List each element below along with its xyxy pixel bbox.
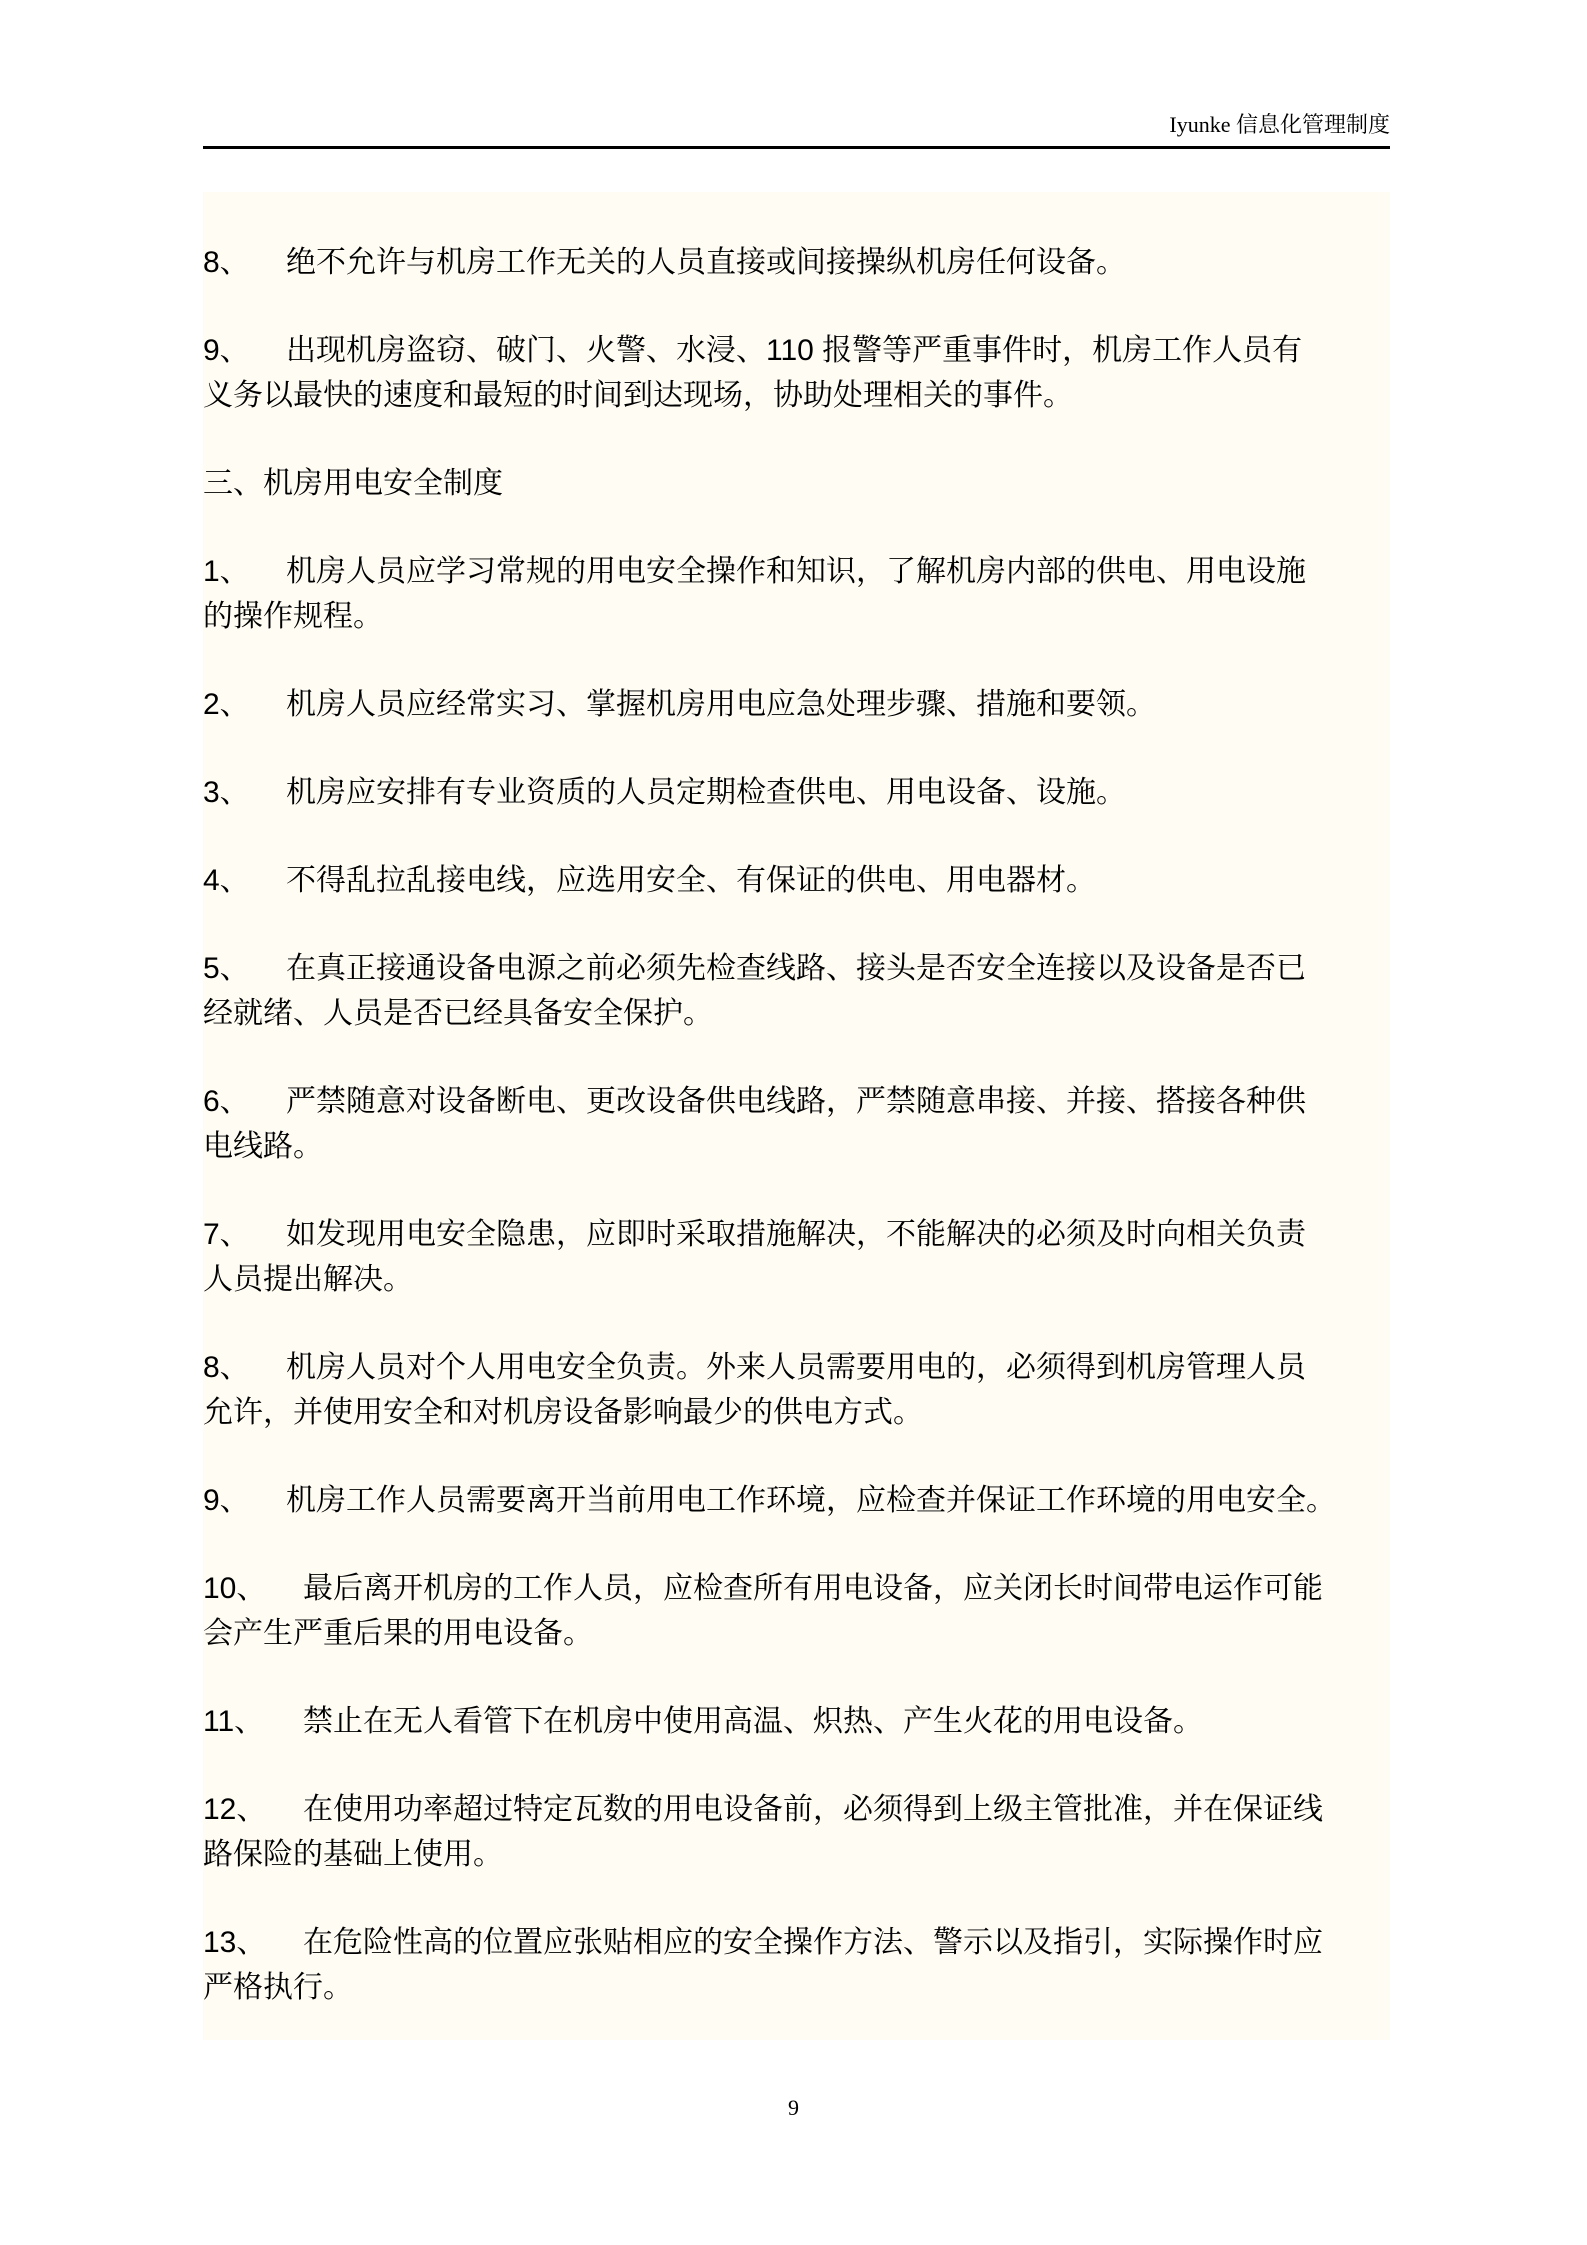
numbered-paragraph: [203, 1787, 1403, 1877]
numbered-paragraph: [203, 1345, 1403, 1435]
line-text: 严格执行。: [203, 1971, 353, 2004]
line-text: 严禁随意对设备断电、更改设备供电线路，严禁随意串接、并接、搭接各种供: [286, 1085, 1306, 1118]
text-line: [203, 1124, 1403, 1169]
text-line: [203, 1566, 1403, 1611]
numbered-paragraph: [203, 240, 1403, 285]
line-text: 最后离开机房的工作人员，应检查所有用电设备，应关闭长时间带电运作可能: [303, 1572, 1323, 1605]
text-line: [203, 1787, 1403, 1832]
page-number: 9: [788, 2095, 799, 2120]
section-heading: [203, 461, 1403, 506]
item-number: 11、: [203, 1705, 265, 1738]
item-number: 8、: [203, 1351, 250, 1384]
numbered-paragraph: [203, 1212, 1403, 1302]
text-line: [203, 858, 1403, 903]
line-text: 电线路。: [203, 1130, 323, 1163]
text-line: [203, 328, 1403, 373]
numbered-paragraph: [203, 1566, 1403, 1656]
item-number: 8、: [203, 246, 250, 279]
line-text: 在使用功率超过特定瓦数的用电设备前，必须得到上级主管批准，并在保证线: [303, 1793, 1323, 1826]
numbered-paragraph: [203, 858, 1403, 903]
text-line: [203, 549, 1403, 594]
line-text: 机房应安排有专业资质的人员定期检查供电、用电设备、设施。: [286, 776, 1126, 809]
item-number: 2、: [203, 688, 250, 721]
header-rule: [203, 146, 1390, 149]
item-number: 3、: [203, 776, 250, 809]
text-line: [203, 1832, 1403, 1877]
line-text: 义务以最快的速度和最短的时间到达现场，协助处理相关的事件。: [203, 379, 1073, 412]
item-number: 13、: [203, 1926, 267, 1959]
line-text: 机房工作人员需要离开当前用电工作环境，应检查并保证工作环境的用电安全。: [286, 1484, 1336, 1517]
line-text: 机房人员应经常实习、掌握机房用电应急处理步骤、措施和要领。: [286, 688, 1156, 721]
line-text: 如发现用电安全隐患，应即时采取措施解决，不能解决的必须及时向相关负责: [286, 1218, 1306, 1251]
line-text: 三、机房用电安全制度: [203, 467, 503, 500]
text-line: [203, 770, 1403, 815]
document-body: [203, 240, 1403, 2053]
item-number: 12、: [203, 1793, 267, 1826]
numbered-paragraph: [203, 946, 1403, 1036]
line-text: 允许，并使用安全和对机房设备影响最少的供电方式。: [203, 1396, 923, 1429]
line-text: 会产生严重后果的用电设备。: [203, 1617, 593, 1650]
line-text: 绝不允许与机房工作无关的人员直接或间接操纵机房任何设备。: [286, 246, 1126, 279]
line-text: 路保险的基础上使用。: [203, 1838, 503, 1871]
text-line: [203, 1699, 1403, 1744]
item-number: 7、: [203, 1218, 250, 1251]
line-text: 出现机房盗窃、破门、火警、水浸、110 报警等严重事件时，机房工作人员有: [286, 334, 1303, 367]
text-line: [203, 1478, 1403, 1523]
line-text: 在真正接通设备电源之前必须先检查线路、接头是否安全连接以及设备是否已: [286, 952, 1306, 985]
line-text: 经就绪、人员是否已经具备安全保护。: [203, 997, 713, 1030]
text-line: [203, 461, 1403, 506]
numbered-paragraph: [203, 682, 1403, 727]
running-header: Iyunke 信息化管理制度: [1169, 112, 1390, 137]
item-number: 1、: [203, 555, 250, 588]
numbered-paragraph: [203, 1478, 1403, 1523]
item-number: 9、: [203, 1484, 250, 1517]
line-text: 在危险性高的位置应张贴相应的安全操作方法、警示以及指引，实际操作时应: [303, 1926, 1323, 1959]
line-text: 的操作规程。: [203, 600, 383, 633]
item-number: 5、: [203, 952, 250, 985]
text-line: [203, 1920, 1403, 1965]
numbered-paragraph: [203, 549, 1403, 639]
text-line: [203, 1611, 1403, 1656]
line-text: 机房人员对个人用电安全负责。外来人员需要用电的，必须得到机房管理人员: [286, 1351, 1306, 1384]
line-text: 不得乱拉乱接电线，应选用安全、有保证的供电、用电器材。: [286, 864, 1096, 897]
text-line: [203, 1212, 1403, 1257]
item-number: 10、: [203, 1572, 267, 1605]
line-text: 人员提出解决。: [203, 1263, 413, 1296]
numbered-paragraph: [203, 770, 1403, 815]
text-line: [203, 1390, 1403, 1435]
text-line: [203, 240, 1403, 285]
numbered-paragraph: [203, 1920, 1403, 2010]
numbered-paragraph: [203, 1699, 1403, 1744]
item-number: 4、: [203, 864, 250, 897]
text-line: [203, 1965, 1403, 2010]
numbered-paragraph: [203, 1079, 1403, 1169]
text-line: [203, 373, 1403, 418]
item-number: 9、: [203, 334, 250, 367]
text-line: [203, 1079, 1403, 1124]
line-text: 机房人员应学习常规的用电安全操作和知识，了解机房内部的供电、用电设施: [286, 555, 1306, 588]
text-line: [203, 682, 1403, 727]
text-line: [203, 946, 1403, 991]
item-number: 6、: [203, 1085, 250, 1118]
line-text: 禁止在无人看管下在机房中使用高温、炽热、产生火花的用电设备。: [303, 1705, 1203, 1738]
text-line: [203, 1257, 1403, 1302]
text-line: [203, 594, 1403, 639]
text-line: [203, 1345, 1403, 1390]
text-line: [203, 991, 1403, 1036]
numbered-paragraph: [203, 328, 1403, 418]
